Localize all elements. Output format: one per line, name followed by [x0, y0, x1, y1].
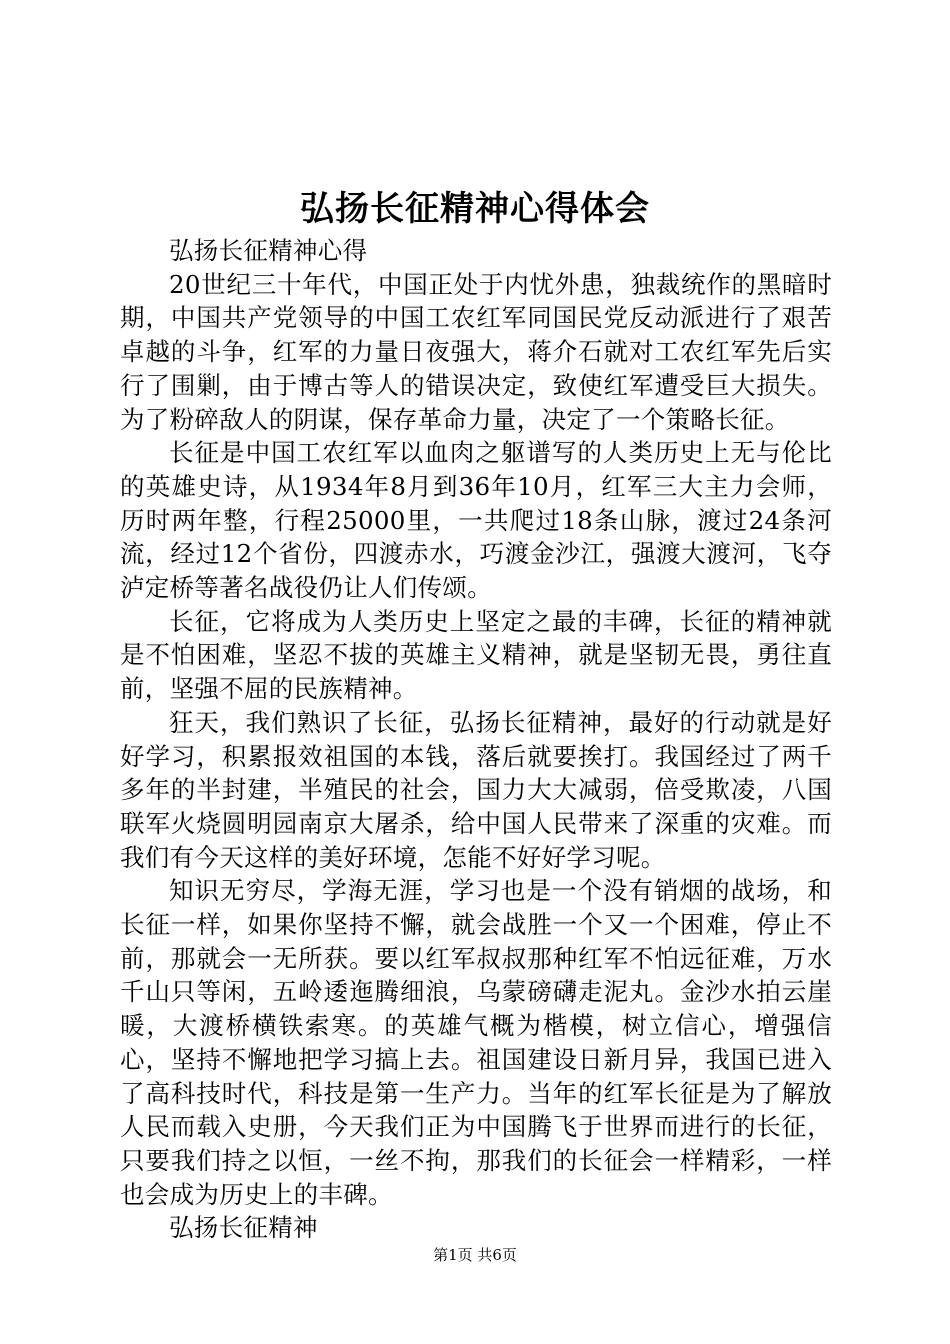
paragraph: 20世纪三十年代，中国正处于内忧外患，独裁统作的黑暗时期，中国共产党领导的中国工农红军同国民党反动派进行了艰苦卓越的斗争，红军的力量日夜强大，蒋介石就对工农红军先后实行了围剿，由于博古等人的错误决定，致使红军遭受巨大损失。为了粉碎敌人的阴谋，保存革命力量，决定了一个策略长征。: [120, 269, 832, 434]
paragraph: 知识无穷尽，学海无涯，学习也是一个没有销烟的战场，和长征一样，如果你坚持不懈，就会战胜一个又一个困难，停止不前，那就会一无所获。要以红军叔叔那种红军不怕远征难，万水千山只等闲，五岭逶迤腾细浪，乌蒙磅礴走泥丸。金沙水拍云崖暖，大渡桥横铁索寒。的英雄气概为楷模，树立信心，增强信心，坚持不懈地把学习搞上去。祖国建设日新月异，我国已进入了高科技时代，科技是第一生产力。当年的红军长征是为了解放人民而载入史册，今天我们正为中国腾飞于世界而进行的长征，只要我们持之以恒，一丝不拘，那我们的长征会一样精彩，一样也会成为历史上的丰碑。: [120, 876, 832, 1209]
document-title: 弘扬长征精神心得体会: [300, 189, 650, 229]
paragraph: 长征是中国工农红军以血肉之躯谱写的人类历史上无与伦比的英雄史诗，从1934年8月到36年10月，红军三大主力会师，历时两年整，行程25000里，一共爬过18条山脉，渡过24条河流，经过12个省份，四渡赤水，巧渡金沙江，强渡大渡河，飞夺泸定桥等著名战役仍让人们传颂。: [120, 438, 832, 603]
paragraph: 狂天，我们熟识了长征，弘扬长征精神，最好的行动就是好好学习，积累报效祖国的本钱，落后就要挨打。我国经过了两千多年的半封建，半殖民的社会，国力大大减弱，倍受欺凌，八国联军火烧圆明园南京大屠杀，给中国人民带来了深重的灾难。而我们有今天这样的美好环境，怎能不好好学习呢。: [120, 707, 832, 872]
document-body: [120, 234, 832, 1245]
page-footer: 第1页 共6页: [433, 1246, 517, 1264]
paragraph: 长征，它将成为人类历史上坚定之最的丰碑，长征的精神就是不怕困难，坚忍不拔的英雄主义精神，就是坚韧无畏，勇往直前，坚强不屈的民族精神。: [120, 606, 832, 704]
paragraph-subheading: 弘扬长征精神心得: [169, 236, 368, 265]
paragraph-subheading: 弘扬长征精神: [169, 1213, 318, 1243]
